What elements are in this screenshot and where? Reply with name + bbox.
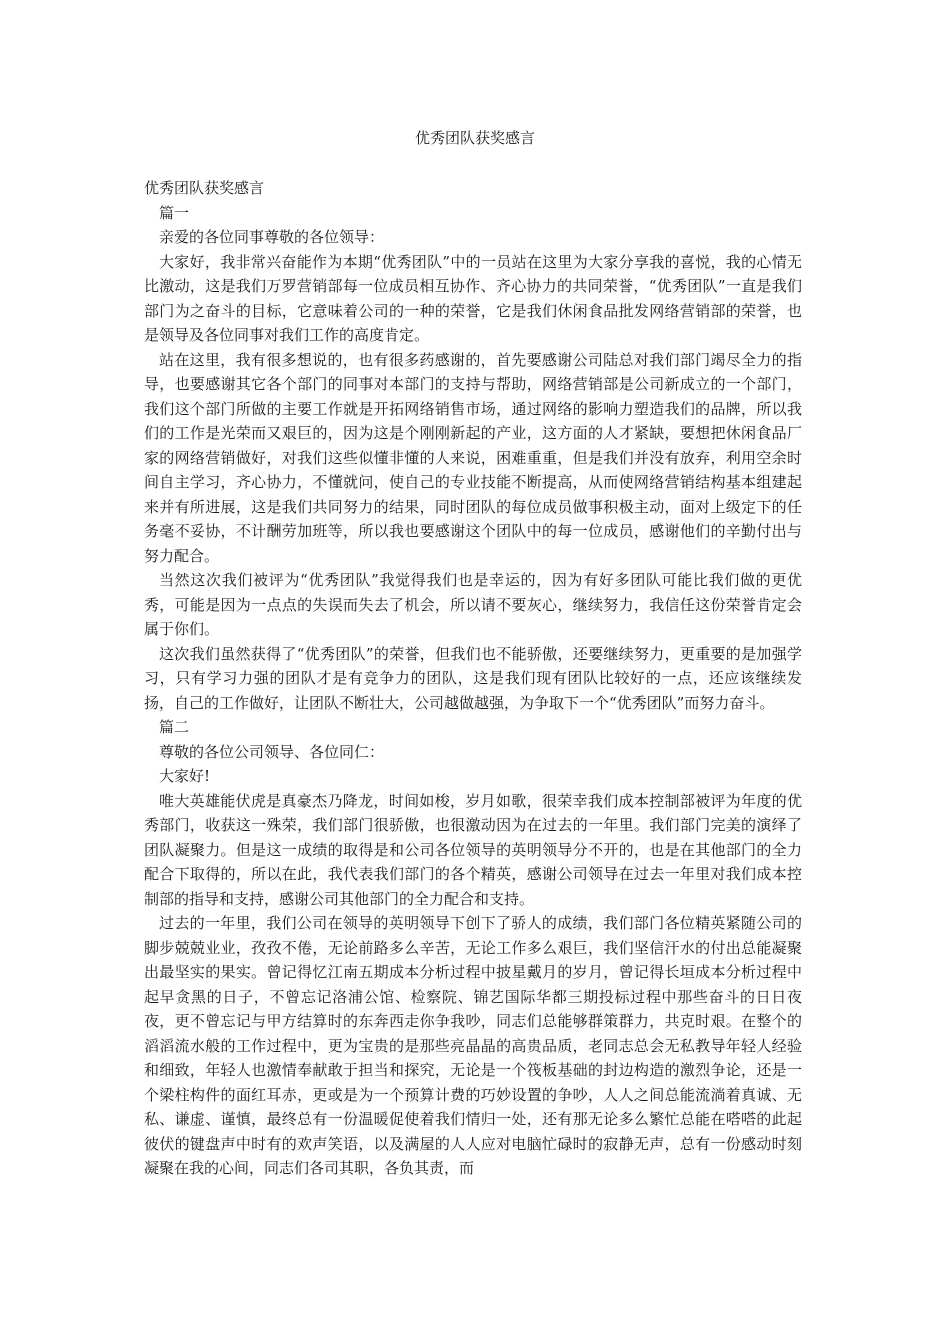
body-paragraph: 站在这里，我有很多想说的，也有很多药感谢的，首先要感谢公司陆总对我们部门竭尽全力的指导，也要感谢其它各个部门的同事对本部门的支持与帮助，网络营销部是公司新成立的一个部门，我们这个部门所做的主要工作就是开拓网络销售市场，通过网络的影响力塑造我们的品牌，所以我们的工作是光荣而又艰巨的，因为这是个刚刚新起的产业，这方面的人才紧缺，要想把休闲食品厂家的网络营销做好，对我们这些似懂非懂的人来说，困难重重，但是我们并没有放弃，利用空余时间自主学习，齐心协力，不懂就问，使自己的专业技能不断提高，从而使网络营销结构基本组建起来并有所进展，这是我们共同努力的结果，同时团队的每位成员做事积极主动，面对上级定下的任务毫不妥协，不计酬劳加班等，所以我也要感谢这个团队中的每一位成员，感谢他们的辛勤付出与努力配合。 bbox=[144, 350, 802, 565]
greeting: 大家好! bbox=[159, 767, 211, 785]
section-label: 篇二 bbox=[159, 718, 190, 736]
salutation: 尊敬的各位公司领导、各位同仁： bbox=[159, 742, 385, 761]
body-paragraph: 大家好，我非常兴奋能作为本期“优秀团队”中的一员站在这里为大家分享我的喜悦，我的心情无比激动，这是我们万罗营销部每一位成员相互协作、齐心协力的共同荣誉，“优秀团队”一直是我们部门为之奋斗的目标，它意味着公司的一种的荣誉，它是我们休闲食品批发网络营销部的荣誉，也是领导及各位同事对我们工作的高度肯定。 bbox=[144, 252, 802, 344]
body-paragraph: 唯大英雄能伏虎是真豪杰乃降龙，时间如梭，岁月如歌，很荣幸我们成本控制部被评为年度的优秀部门，收获这一殊荣，我们部门很骄傲，也很激动因为在过去的一年里。我们部门完美的演绎了团队凝聚力。但是这一成绩的取得是和公司各位领导的英明领导分不开的，也是在其他部门的全力配合下取得的，所以在此，我代表我们部门的各个精英，感谢公司领导在过去一年里对我们成本控制部的指导和支持，感谢公司其他部门的全力配合和支持。 bbox=[144, 791, 802, 908]
article-heading: 优秀团队获奖感言 bbox=[144, 179, 265, 197]
body-paragraph: 这次我们虽然获得了“优秀团队”的荣誉，但我们也不能骄傲，还要继续努力，更重要的是加强学习，只有学习力强的团队才是有竞争力的团队，这是我们现有团队比较好的一点，还应该继续发扬，自己的工作做好，让团队不断壮大，公司越做越强，为争取下一个“优秀团队”而努力奋斗。 bbox=[144, 644, 802, 712]
body-paragraph: 当然这次我们被评为“优秀团队”我觉得我们也是幸运的，因为有好多团队可能比我们做的更优秀，可能是因为一点点的失误而失去了机会，所以请不要灰心，继续努力，我信任这份荣誉肯定会属于你们。 bbox=[144, 571, 802, 638]
document-body bbox=[144, 176, 802, 1181]
body-paragraph: 过去的一年里，我们公司在领导的英明领导下创下了骄人的成绩，我们部门各位精英紧随公司的脚步兢兢业业，孜孜不倦，无论前路多么辛苦，无论工作多么艰巨，我们坚信汗水的付出总能凝聚出最坚实的果实。曾记得忆江南五期成本分析过程中披星戴月的岁月，曾记得长垣成本分析过程中起早贪黑的日子，不曾忘记洛浦公馆、检察院、锦艺国际华都三期投标过程中那些奋斗的日日夜夜，更不曾忘记与甲方结算时的东奔西走你争我吵，同志们总能够群策群力，共克时艰。在整个的滔滔流水般的工作过程中，更为宝贵的是那些亮晶晶的高贵品质，老同志总会无私教导年轻人经验和细致，年轻人也激情奉献敢于担当和探究，无论是一个筏板基础的封边构造的激烈争论，还是一个梁柱构件的面红耳赤，更或是为一个预算计费的巧妙设置的争吵，人人之间总能流淌着真诚、无私、谦虚、谨慎，最终总有一份温暖促使着我们情归一处，还有那无论多么繁忙总能在嗒嗒的此起彼伏的键盘声中时有的欢声笑语，以及满屋的人人应对电脑忙碌时的寂静无声，总有一份感动时刻凝聚在我的心间，同志们各司其职，各负其责，而 bbox=[144, 914, 802, 1177]
salutation: 亲爱的各位同事尊敬的各位领导： bbox=[159, 228, 385, 246]
document-title: 优秀团队获奖感言 bbox=[414, 129, 535, 147]
section-label: 篇一 bbox=[159, 203, 190, 222]
